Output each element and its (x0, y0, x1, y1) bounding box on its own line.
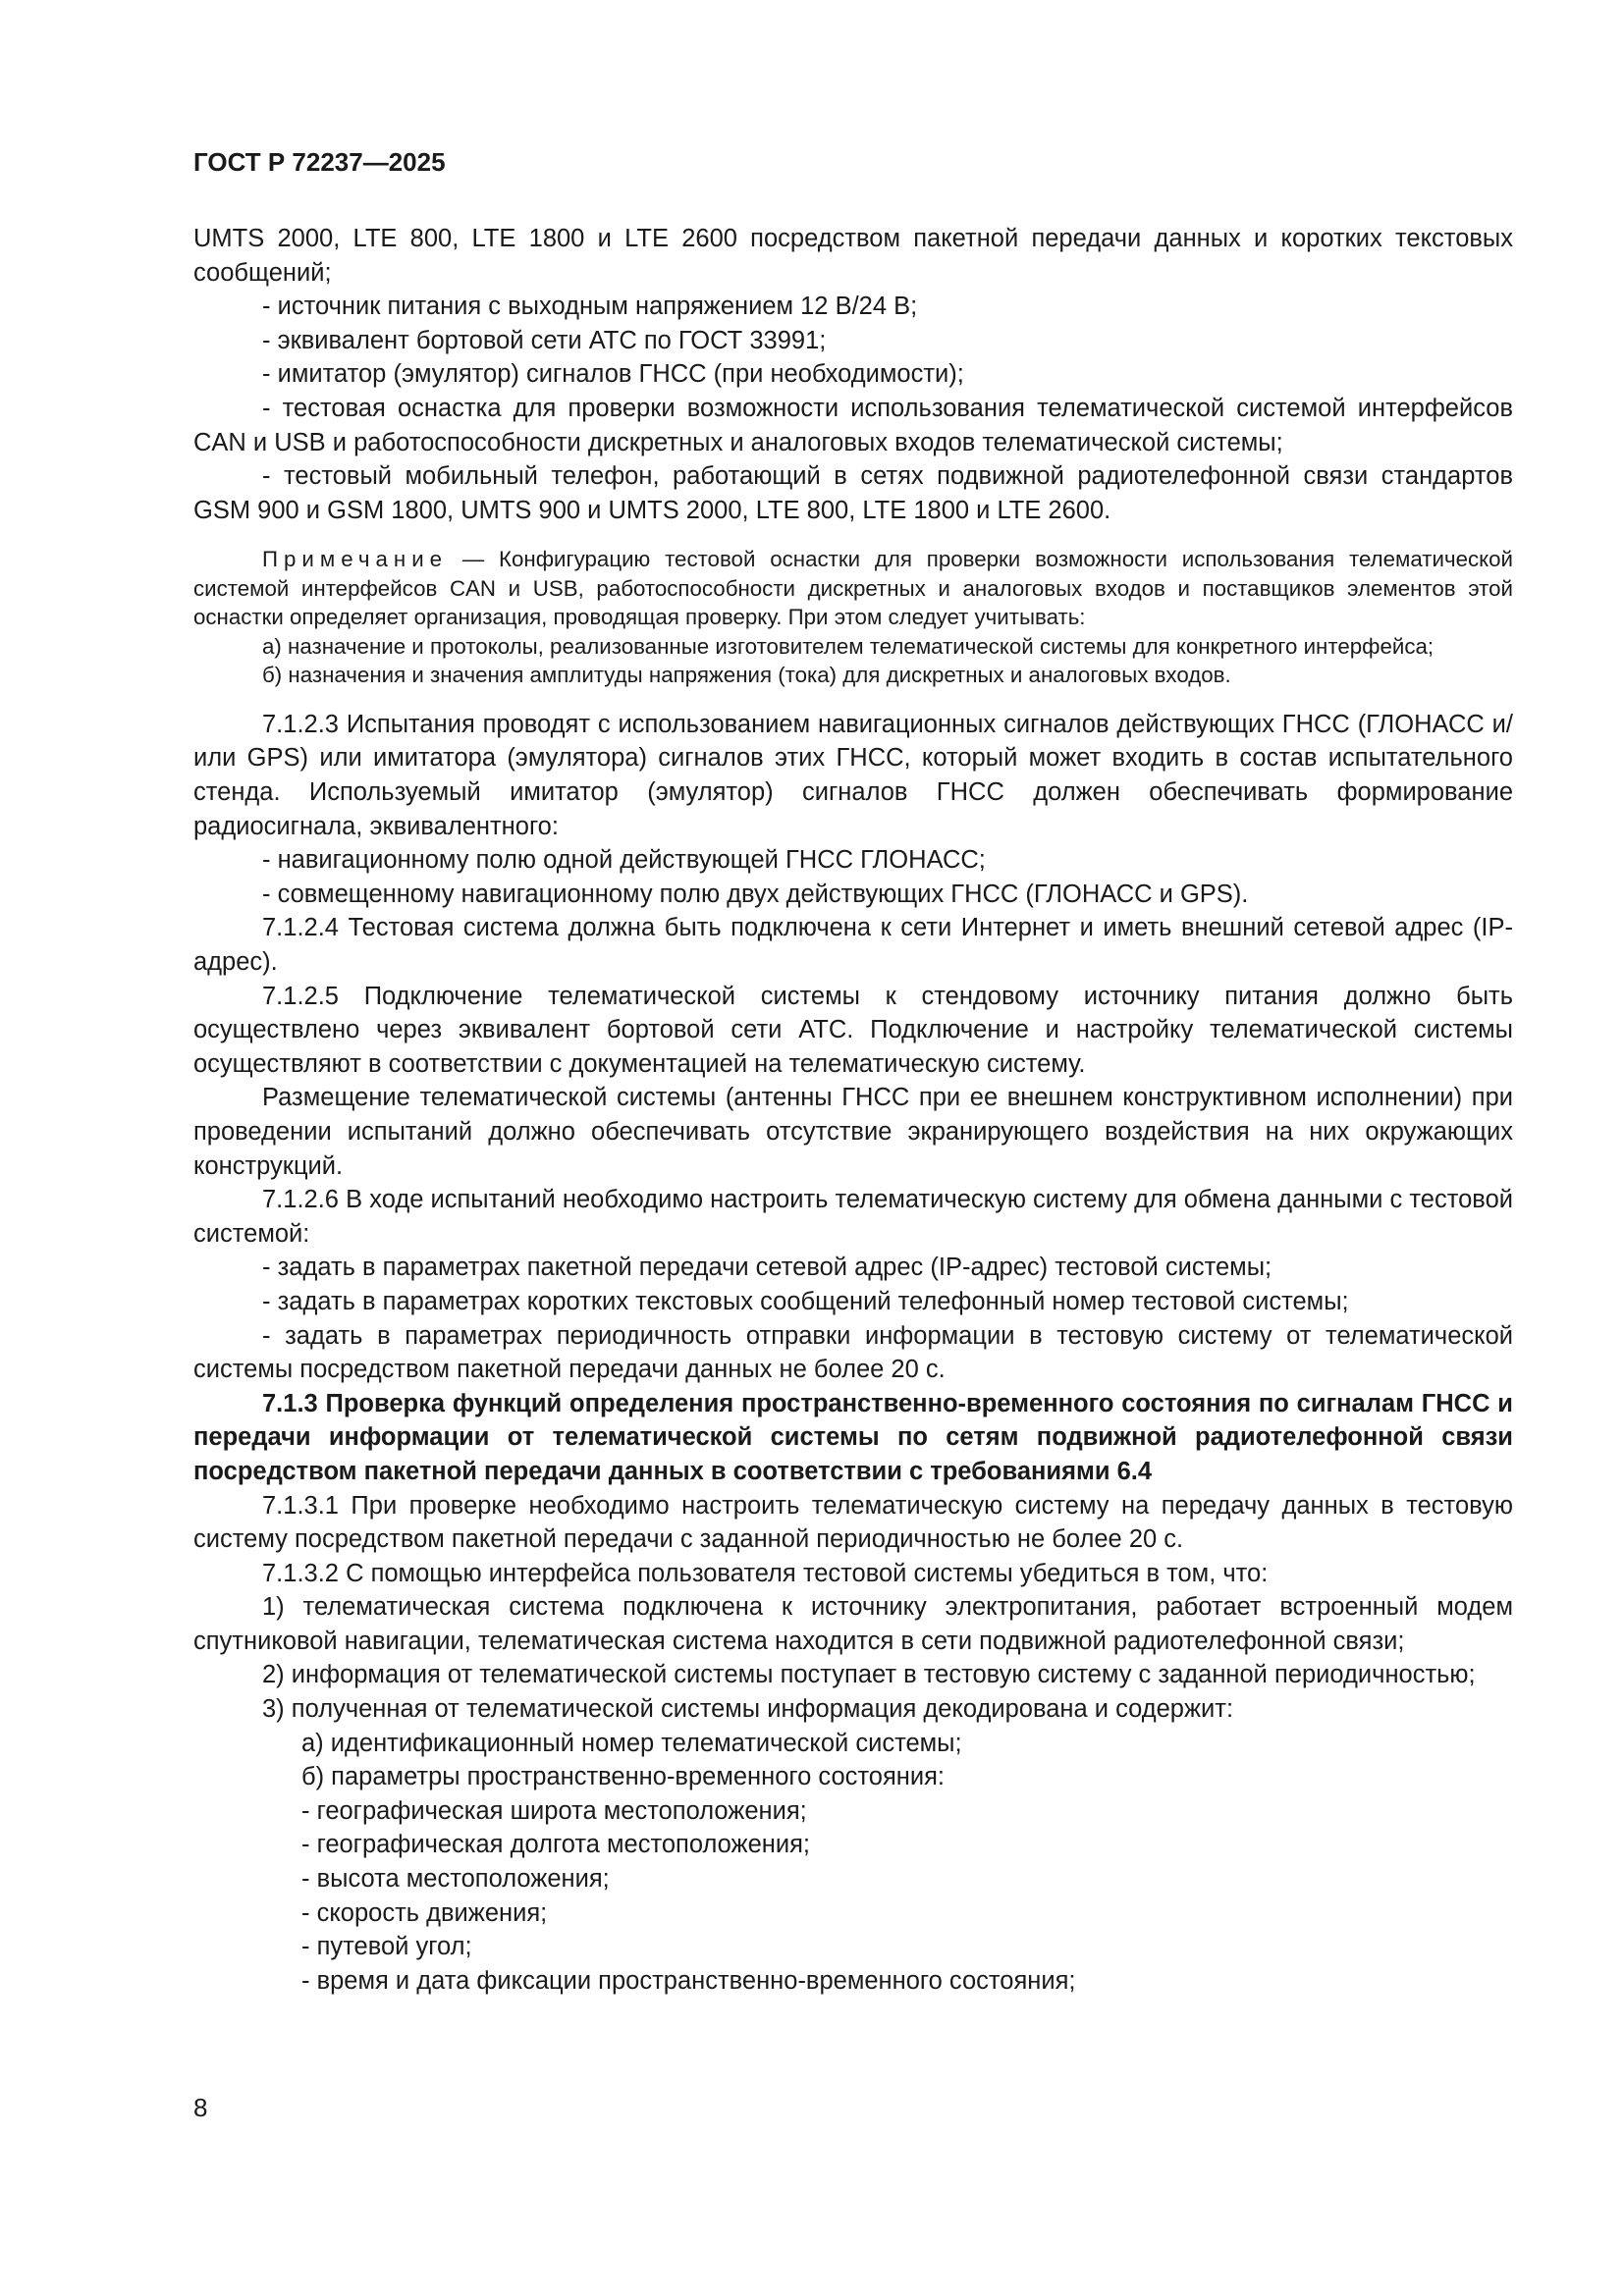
list-item: - навигационному полю одной действующей ГНСС ГЛОНАСС; (262, 846, 986, 875)
list-item: 3) полученная от телематической системы информация декодирована и содержит: (262, 1695, 1234, 1724)
page-number: 8 (193, 2093, 208, 2122)
section-heading (193, 1387, 1513, 1489)
list-item: - задать в параметрах пакетной передачи сетевой адрес (IP-адрес) тестовой системы; (262, 1254, 1272, 1282)
list-item: 1) телематическая система подключена к источнику электропитания, работает встроенный модем спутниковой навигации, телематическая система находится в сети подвижной радиотелефонной связи; (193, 1593, 1513, 1655)
paragraph: 7.1.2.4 Тестовая система должна быть подключена к сети Интернет и иметь внешний сетевой адрес (IP-адрес). (193, 914, 1513, 976)
sub-list-item: - время и дата фиксации пространственно-временного состояния; (301, 1966, 1076, 1995)
paragraph: 7.1.3.2 С помощью интерфейса пользователя тестовой системы убедиться в том, что: (262, 1559, 1269, 1587)
paragraph: Размещение телематической системы (антенны ГНСС при ее внешнем конструктивном исполнении) при проведении испытаний должно обеспечивать отсутствие экранирующего воздействия на них окружающих конструкций. (193, 1084, 1513, 1180)
note-label: Примечание (262, 547, 449, 572)
list-item: 2) информация от телематической системы поступает в тестовую систему с заданной периодичностью; (262, 1661, 1476, 1689)
paragraph: 7.1.3.1 При проверке необходимо настроить телематическую систему на передачу данных в тестовую систему посредством пакетной передачи с заданной периодичностью не более 20 с. (193, 1491, 1513, 1554)
document-header: ГОСТ Р 72237—2025 (193, 147, 446, 177)
note-item-b: б) назначения и значения амплитуды напряжения (тока) для дискретных и аналоговых входов. (262, 663, 1231, 688)
list-item: - тестовая оснастка для проверки возможности использования телематической системой интерфейсов CAN и USB и работоспособности дискретных и аналоговых входов телематической системы; (193, 394, 1513, 456)
sub-list-item: - скорость движения; (301, 1898, 548, 1927)
list-item: - задать в параметрах периодичность отправки информации в тестовую систему от телематической системы посредством пакетной передачи данных не более 20 с. (193, 1321, 1513, 1384)
sub-list-item: б) параметры пространственно-временного состояния: (301, 1763, 945, 1791)
list-item: - имитатор (эмулятор) сигналов ГНСС (при необходимости); (262, 360, 964, 389)
sub-list-item: - географическая широта местоположения; (301, 1796, 807, 1825)
paragraph: UMTS 2000, LTE 800, LTE 1800 и LTE 2600 посредством пакетной передачи данных и коротких текстовых сообщений; (193, 225, 1513, 287)
paragraph: 7.1.2.3 Испытания проводят с использованием навигационных сигналов действующих ГНСС (ГЛОНАСС и/или GPS) или имитатора (эмулятора) сигналов этих ГНСС, который может входить в состав испытательного стенда. Используемый имитатор (эмулятор) сигналов ГНСС должен обеспечивать формирование радиосигнала, эквивалентного: (193, 710, 1513, 840)
sub-list-item: - путевой угол; (301, 1933, 472, 1961)
note-item-a: а) назначение и протоколы, реализованные изготовителем телематической системы для конкретного интерфейса; (262, 633, 1435, 659)
list-item: - эквивалент бортовой сети АТС по ГОСТ 33991; (262, 326, 827, 354)
section-heading-text: 7.1.3 Проверка функций определения пространственно-временного состояния по сигналам ГНСС и передачи информации от телематической системы по сетям подвижной радиотелефонной связи посредством пакетной передачи данных в соответствии с требованиями 6.4 (193, 1389, 1513, 1485)
sub-list-item: - географическая долгота местоположения; (301, 1831, 810, 1859)
list-item: - совмещенному навигационному полю двух действующих ГНСС (ГЛОНАСС и GPS). (262, 880, 1249, 908)
list-item: - задать в параметрах коротких текстовых сообщений телефонный номер тестовой системы; (262, 1287, 1349, 1315)
note-text: — Конфигурацию тестовой оснастки для проверки возможности использования телематической системой интерфейсов CAN и USB, работоспособности дискретных и аналоговых входов и поставщиков элементов этой оснастки определяет организация, проводящая проверку. При этом следует учитывать: (193, 547, 1513, 630)
sub-list-item: а) идентификационный номер телематической системы; (301, 1729, 962, 1757)
note-block (193, 545, 1513, 690)
sub-list-item: - высота местоположения; (301, 1865, 610, 1894)
list-item: - тестовый мобильный телефон, работающий в сетях подвижной радиотелефонной связи стандартов GSM 900 и GSM 1800, UMTS 900 и UMTS 2000, LTE 800, LTE 1800 и LTE 2600. (193, 462, 1513, 524)
list-item: - источник питания с выходным напряжением 12 В/24 В; (262, 293, 918, 321)
paragraph: 7.1.2.6 В ходе испытаний необходимо настроить телематическую систему для обмена данными с тестовой системой: (193, 1186, 1513, 1248)
note-paragraph (193, 545, 1513, 632)
paragraph: 7.1.2.5 Подключение телематической системы к стендовому источнику питания должно быть осуществлено через эквивалент бортовой сети АТС. Подключение и настройку телематической системы осуществляют в соответствии с документацией на телематическую систему. (193, 982, 1513, 1078)
document-body (193, 222, 1513, 1998)
